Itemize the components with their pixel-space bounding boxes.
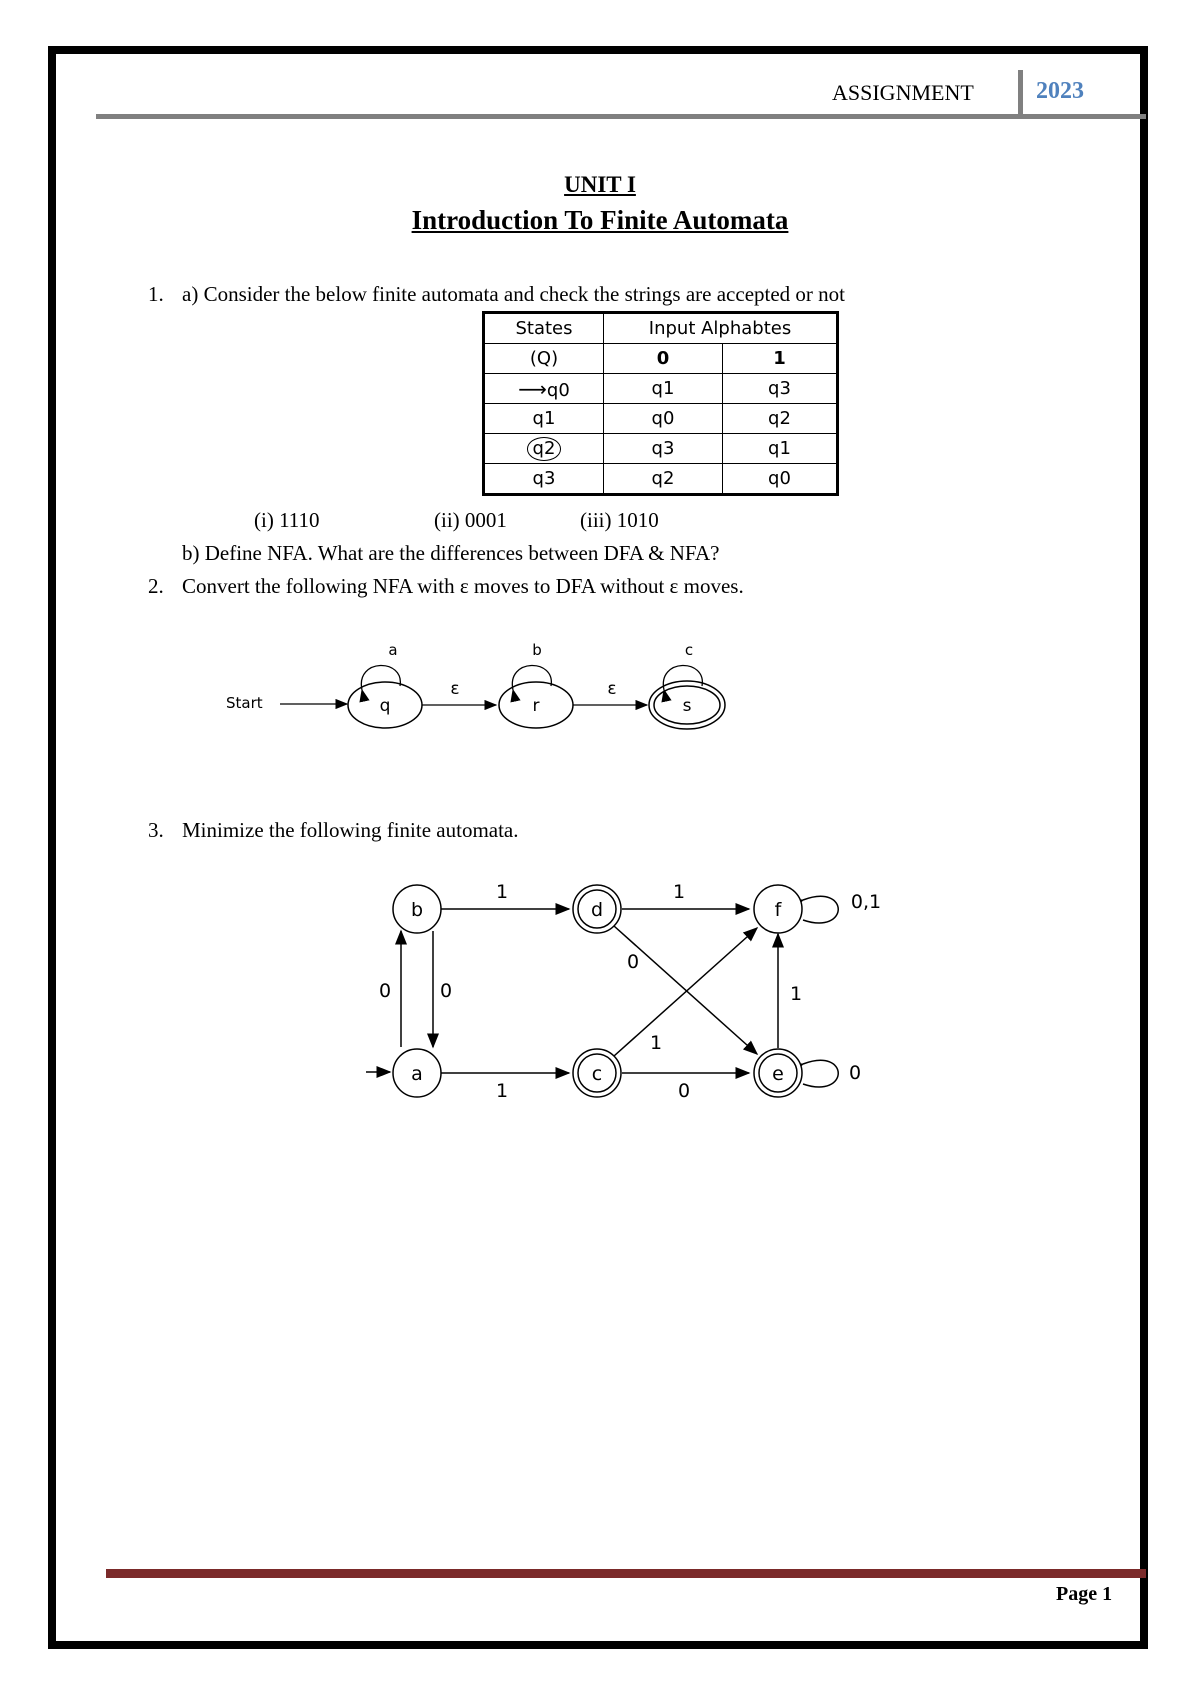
transition-cell: q3 [604, 434, 723, 464]
dfa-edge-c-f [614, 928, 757, 1056]
dfa-edge-label: 0 [626, 951, 640, 973]
state-label: q0 [546, 379, 570, 401]
question-3 [148, 818, 519, 843]
transition-cell: q1 [723, 434, 838, 464]
dfa-state-label: f [774, 899, 782, 921]
dfa-edge-label: 1 [649, 1032, 663, 1054]
dfa-state-label: e [772, 1063, 784, 1085]
unit-heading: UNIT I [564, 172, 636, 197]
dfa-loop-e [803, 1060, 838, 1087]
nfa-state-label: q [379, 696, 391, 716]
final-state-circle: q2 [527, 437, 562, 461]
question-number: 2. [148, 574, 164, 598]
nfa-state-label: s [682, 696, 692, 716]
dfa-edge-label: 0 [439, 980, 453, 1002]
dfa-state-label: d [590, 899, 604, 921]
nfa-loop-label: c [684, 641, 694, 659]
dfa-state-label: b [410, 899, 424, 921]
start-arrow-icon: ⟶ [518, 376, 547, 401]
transition-cell: q1 [604, 374, 723, 404]
nfa-state-label: r [532, 696, 540, 716]
test-string: (iii) 1010 [580, 508, 659, 532]
transition-cell: q0 [604, 404, 723, 434]
dfa-edge-label: 0 [378, 980, 392, 1002]
test-string: (i) 1110 [254, 508, 320, 532]
dfa-loop-f [803, 896, 838, 923]
dfa-labels [379, 881, 881, 1102]
footer-rule [106, 1569, 1146, 1578]
dfa-edge-d-e [614, 926, 757, 1054]
nfa-diagram [226, 641, 725, 729]
question-number: 3. [148, 818, 164, 842]
transition-cell: q2 [723, 404, 838, 434]
page-number: Page 1 [1056, 1583, 1113, 1605]
dfa-state-label: c [591, 1063, 603, 1085]
header-year: 2023 [1036, 78, 1084, 104]
dfa-edge-label: 0 [677, 1080, 691, 1102]
nfa-loop-label: b [532, 641, 542, 659]
dfa-edge-label: 0 [848, 1062, 862, 1084]
dfa-state-label: a [411, 1063, 423, 1085]
dfa-edge-label: 0,1 [850, 891, 882, 913]
test-string: (ii) 0001 [434, 508, 507, 532]
table-header-states: States [484, 313, 604, 344]
question-3-text: Minimize the following finite automata. [182, 818, 519, 842]
question-1b-text: b) Define NFA. What are the differences between DFA & NFA? [182, 541, 720, 565]
state-cell: q1 [484, 404, 604, 434]
dfa-edge-label: 1 [495, 881, 509, 903]
transition-cell: q0 [723, 464, 838, 495]
table-header-symbol-1: 1 [723, 344, 838, 374]
nfa-start-label: Start [226, 694, 263, 712]
nfa-epsilon-label: ε [607, 679, 617, 699]
transition-cell: q2 [604, 464, 723, 495]
dfa-edge-label: 1 [672, 881, 686, 903]
nfa-self-loop [361, 665, 400, 690]
nfa-epsilon-label: ε [450, 679, 460, 699]
nfa-loop-label: a [388, 641, 398, 659]
table-header-q: (Q) [484, 344, 604, 374]
dfa-edge-label: 1 [495, 1080, 509, 1102]
table-header-inputs: Input Alphabtes [604, 313, 838, 344]
nfa-self-loop [512, 665, 551, 690]
state-cell: q3 [484, 464, 604, 495]
transition-cell: q3 [723, 374, 838, 404]
question-2-text: Convert the following NFA with ε moves to DFA without ε moves. [182, 574, 744, 598]
dfa-edge-label: 1 [789, 983, 803, 1005]
document-title: Introduction To Finite Automata [411, 205, 789, 235]
question-number: 1. [148, 282, 164, 306]
table-header-symbol-0: 0 [604, 344, 723, 374]
header-label: ASSIGNMENT [832, 80, 974, 105]
question-1a-text: a) Consider the below finite automata and check the strings are accepted or not [182, 282, 845, 306]
